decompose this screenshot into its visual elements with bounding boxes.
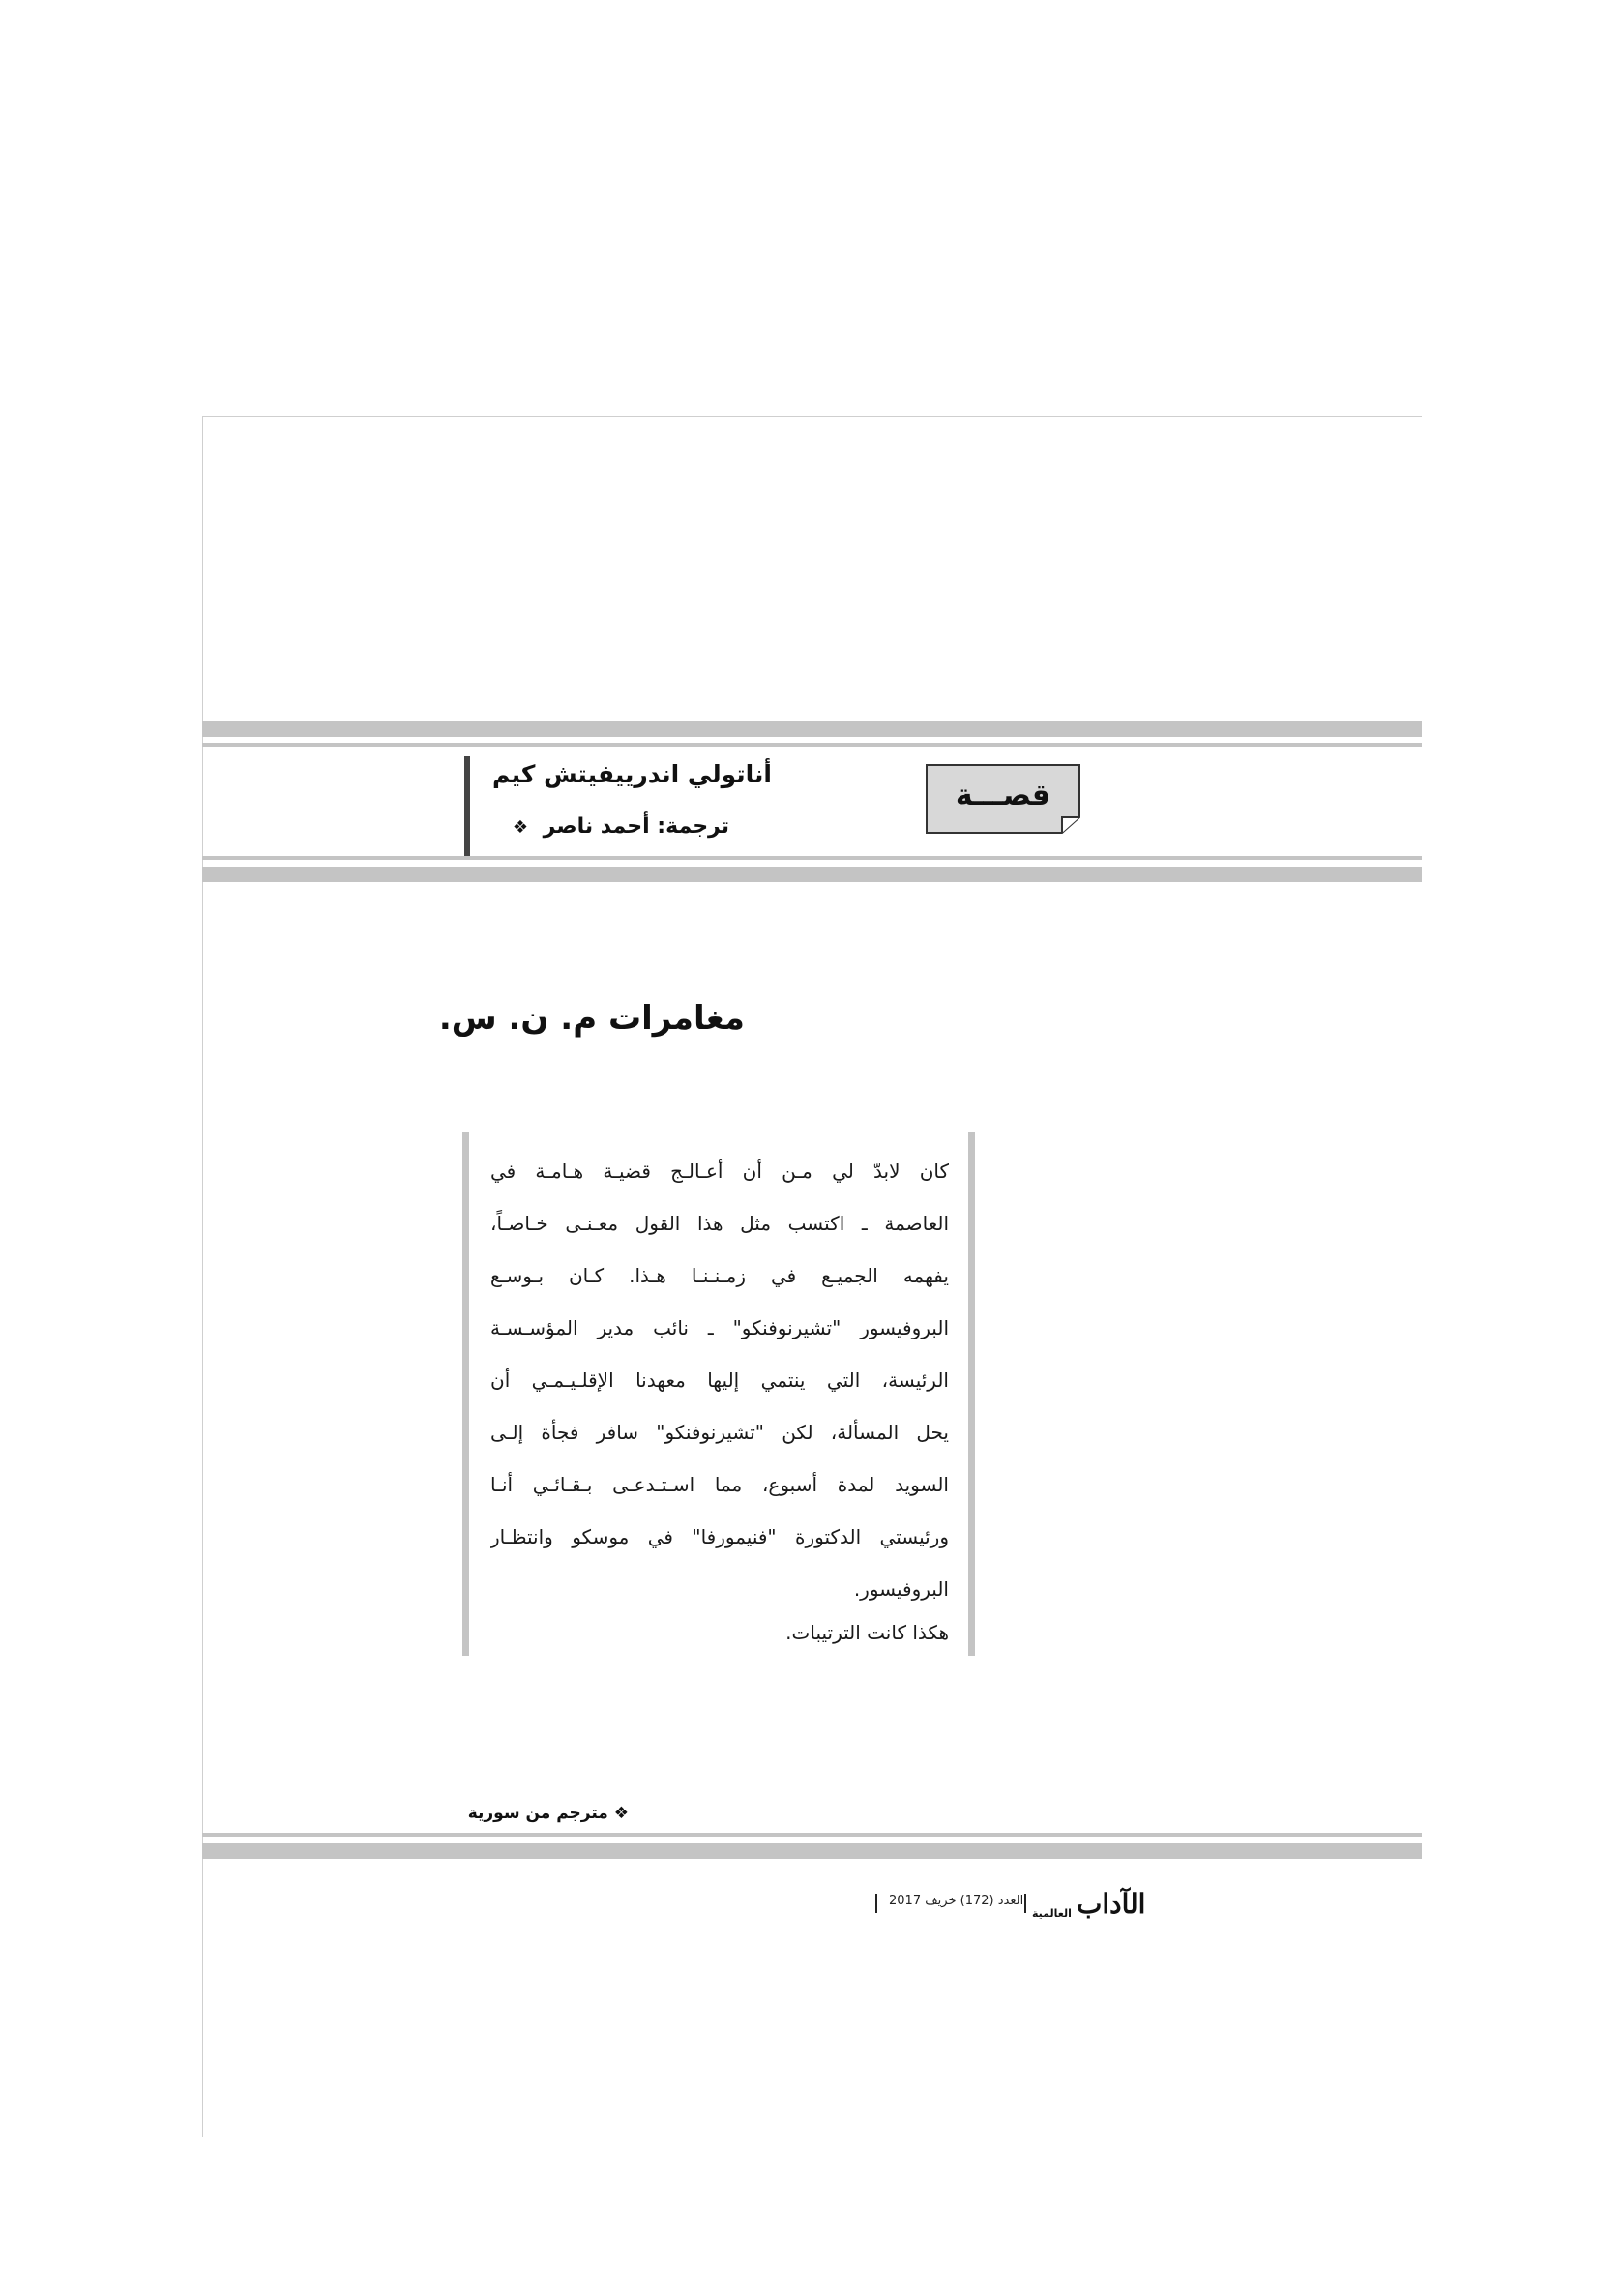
- header-rule-bottom: [202, 856, 1422, 860]
- header-band-bottom: [202, 867, 1422, 882]
- genre-label: قصـــة: [955, 779, 1051, 812]
- logo-sub: العالمية: [1032, 1907, 1072, 1920]
- body-line: ورئيستي الدكتورة "فنيمورفا" في موسكو وانتظـار: [490, 1525, 949, 1548]
- body-line: العاصمة ـ اكتسب مثل هذا القول معـنـى خـاصـاً،: [490, 1212, 949, 1235]
- page-frame-top: [202, 416, 1422, 417]
- author-block: [464, 756, 799, 858]
- footer-separator: [875, 1894, 877, 1913]
- translator-footnote: ❖ مترجم من سورية: [467, 1804, 629, 1823]
- page-footer: [875, 1888, 1156, 1921]
- page-frame-left: [202, 416, 203, 2137]
- translator-label: ترجمة: أحمد ناصر: [543, 814, 729, 839]
- body-line: البروفيسور "تشيرنوفنكو" ـ نائب مدير المؤسـسـة: [490, 1316, 949, 1339]
- footer-band: [202, 1843, 1422, 1859]
- body-line: البروفيسور.: [853, 1577, 949, 1601]
- footer-separator: [1024, 1894, 1026, 1913]
- body-line: يفهمه الجميـع في زمـنـنـا هـذا. كـان بـوسـع: [490, 1264, 949, 1287]
- body-line: يحل المسألة، لكن "تشيرنوفنكو" سافر فجأة إلـى: [490, 1421, 949, 1444]
- body-line: الرئيسة، التي ينتمي إليها معهدنا الإقلـيـمـي أن: [490, 1369, 949, 1392]
- diamond-star-icon: ❖: [512, 817, 528, 838]
- issue-info: العدد (172) خريف 2017: [889, 1894, 1024, 1908]
- header-band-top: [202, 721, 1422, 737]
- footer-rule-top: [202, 1833, 1422, 1837]
- story-body: [462, 1132, 975, 1656]
- genre-badge: [925, 763, 1081, 835]
- body-line: كان لابدّ لي مـن أن أعـالـج قضيـة هـامـة في: [490, 1160, 949, 1183]
- author-name: أناتولي اندرييفيتش كيم: [492, 760, 772, 788]
- logo-main: الآداب: [1077, 1888, 1146, 1920]
- magazine-logo: [1032, 1888, 1146, 1920]
- story-body-text: [490, 1145, 949, 1650]
- body-line: السويد لمدة أسبوع، مما اسـتـدعـى بـقـائـي أنـا: [490, 1473, 949, 1496]
- body-line: هكذا كانت الترتيبات.: [785, 1621, 949, 1644]
- header-rule-top: [202, 743, 1422, 747]
- story-title: مغامرات م. ن. س.: [438, 999, 745, 1038]
- translator-credit: [513, 814, 729, 839]
